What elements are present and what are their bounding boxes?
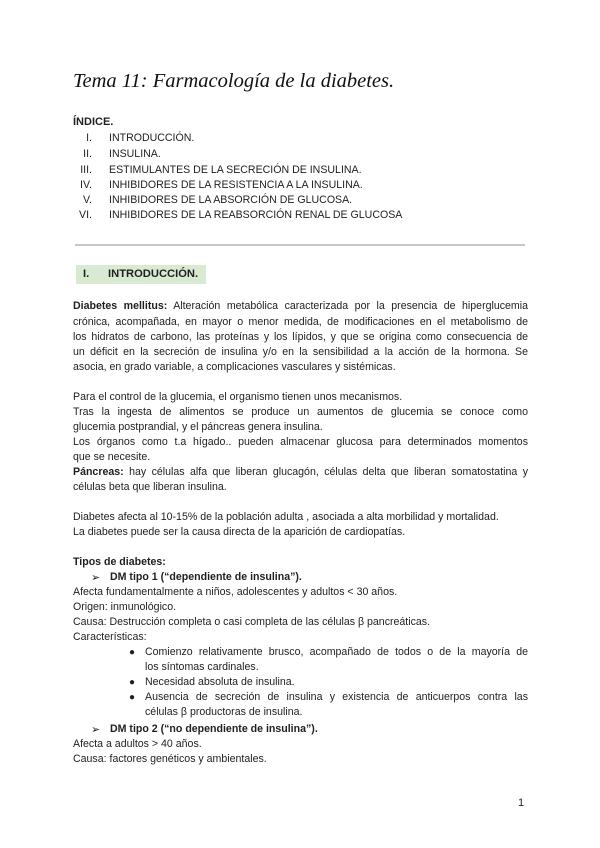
dm1-causa: Causa: Destrucción completa o casi completa de las células β pancreáticas. <box>73 616 431 628</box>
dm2-afecta: Afecta a adultos > 40 años. <box>73 738 202 750</box>
index-item-number: II. <box>83 148 92 160</box>
index-item-number: I. <box>86 132 92 144</box>
list-item-line: Ausencia de secreción de insulina y existencia de anticuerpos contra las <box>145 691 528 703</box>
index-item-text: INSULINA. <box>109 148 161 160</box>
section-number: I. <box>83 268 90 280</box>
index-item-text: INHIBIDORES DE LA RESISTENCIA A LA INSULINA. <box>109 179 363 191</box>
list-item-line: los síntomas cardinales. <box>145 661 259 673</box>
list-item-line: Necesidad absoluta de insulina. <box>145 676 295 688</box>
bullet-icon: ● <box>129 677 136 688</box>
horizontal-divider <box>75 244 525 246</box>
index-item-text: INHIBIDORES DE LA REABSORCIÓN RENAL DE GLUCOSA <box>109 209 403 221</box>
paragraph-line: Diabetes mellitus: Alteración metabólica caracterizada por la presencia de hiperglucemia <box>73 300 528 312</box>
bullet-icon: ● <box>129 692 136 703</box>
arrow-bullet-icon: ➢ <box>91 724 101 736</box>
paragraph-line: glucemia postprandial, y el páncreas genera insulina. <box>73 421 323 433</box>
index-heading: ÍNDICE. <box>73 116 114 128</box>
paragraph-line: Los órganos como t.a hígado.. pueden almacenar glucosa para determinados momentos <box>73 436 528 448</box>
index-item-text: INTRODUCCIÓN. <box>109 132 195 144</box>
list-item-line: Comienzo relativamente brusco, acompañado de todos o de la mayoría de <box>145 646 528 658</box>
index-item-number: VI. <box>79 209 92 221</box>
paragraph-line: Diabetes afecta al 10-15% de la población adulta , asociada a alta morbilidad y mortalidad. <box>73 511 499 523</box>
arrow-bullet-icon: ➢ <box>91 572 101 584</box>
paragraph-line: Páncreas: hay células alfa que liberan glucagón, células delta que liberan somatostatina y <box>73 466 529 478</box>
section-heading-introduccion <box>76 265 206 284</box>
index-item-number: V. <box>82 194 92 206</box>
index-item-number: IV. <box>80 179 92 191</box>
index-item-number: III. <box>80 164 92 176</box>
dm2-title: DM tipo 2 (“no dependiente de insulina”). <box>110 723 318 735</box>
index-item-text: INHIBIDORES DE LA ABSORCIÓN DE GLUCOSA. <box>109 194 353 206</box>
dm1-afecta: Afecta fundamentalmente a niños, adolescentes y adultos < 30 años. <box>73 586 398 598</box>
page-number: 1 <box>518 797 525 809</box>
dm2-causa: Causa: factores genéticos y ambientales. <box>73 753 267 765</box>
paragraph-line: asocia, en grado variable, a complicaciones vasculares y sistémicas. <box>73 361 396 373</box>
list-item-line: células β productoras de insulina. <box>145 706 303 718</box>
paragraph-line: los hidratos de carbono, las proteínas y los lípidos, y que se origina como consecuencia de <box>73 331 528 343</box>
paragraph-line: crónica, acompañada, en mayor o menor medida, de modificaciones en el metabolismo de <box>73 316 528 328</box>
paragraph-line: células beta que liberan insulina. <box>73 481 227 493</box>
paragraph-line: que se necesite. <box>73 451 151 463</box>
paragraph-line: La diabetes puede ser la causa directa de la aparición de cardiopatías. <box>73 526 406 538</box>
section-label: INTRODUCCIÓN. <box>108 268 199 280</box>
dm1-caracteristicas: Características: <box>73 631 147 643</box>
document-title: Tema 11: Farmacología de la diabetes. <box>73 70 395 92</box>
term-pancreas: Páncreas: <box>73 466 124 478</box>
paragraph-line: Para el control de la glucemia, el organismo tienen unos mecanismos. <box>73 391 403 403</box>
paragraph-line: un déficit en la secreción de insulina y/o en la sensibilidad a la acción de la hormona. Se <box>73 346 528 358</box>
index-item-text: ESTIMULANTES DE LA SECRECIÓN DE INSULINA. <box>109 164 362 176</box>
paragraph-line: Tras la ingesta de alimentos se produce un aumentos de glucemia se conoce como <box>73 406 528 418</box>
term-diabetes-mellitus: Diabetes mellitus: <box>73 300 168 312</box>
subheading-tipos: Tipos de diabetes: <box>73 556 166 568</box>
dm1-title: DM tipo 1 (“dependiente de insulina”). <box>110 571 302 583</box>
dm1-origen: Origen: inmunológico. <box>73 601 177 613</box>
bullet-icon: ● <box>129 647 136 658</box>
